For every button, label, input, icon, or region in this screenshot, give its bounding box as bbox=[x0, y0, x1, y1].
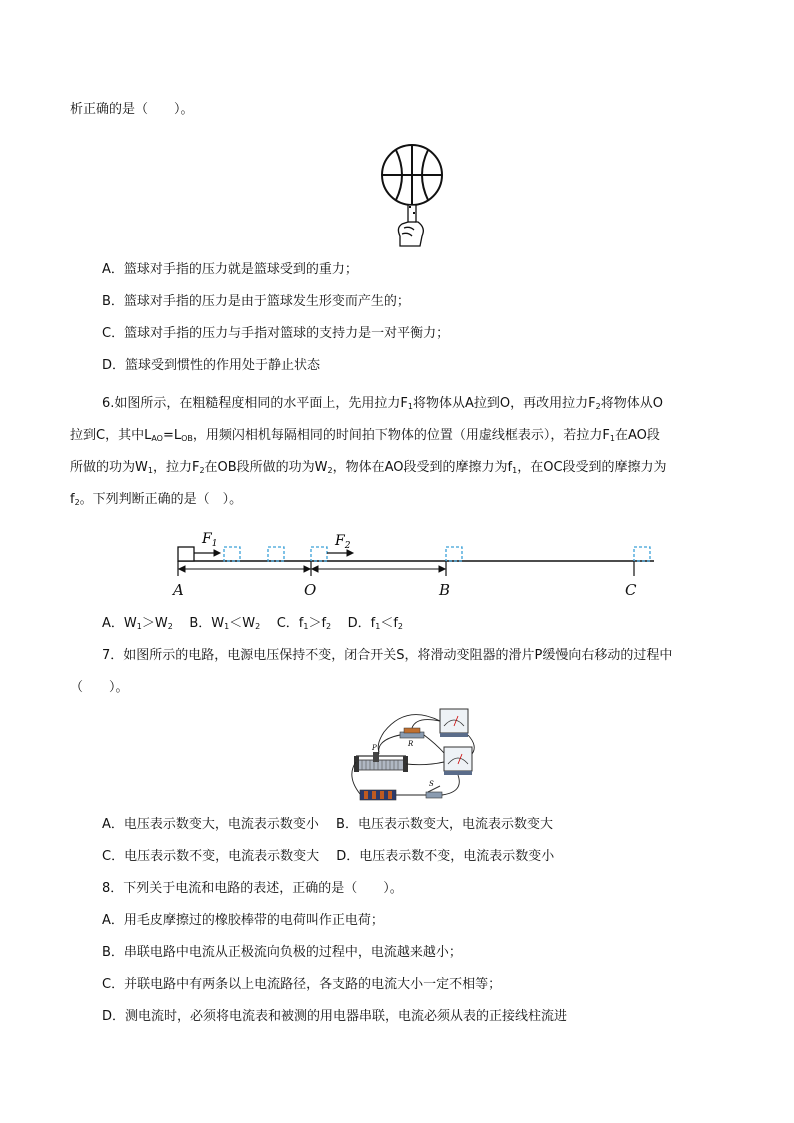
q6-motion-figure bbox=[170, 528, 660, 600]
ao-dimension-arrow bbox=[179, 566, 310, 572]
q7-circuit-figure bbox=[346, 706, 480, 806]
q5-option-d[interactable]: D．篮球受到惯性的作用处于静止状态 bbox=[102, 358, 321, 373]
f1-arrow-icon bbox=[194, 550, 220, 556]
q6-option-d[interactable]: D．$f_1<f_2$ bbox=[347, 616, 403, 631]
q8-stem: 8．下列关于电流和电路的表述，正确的是（ ）。 bbox=[102, 881, 403, 896]
resistor-label: R bbox=[408, 740, 414, 748]
q6-option-c[interactable]: C．$f_1>f_2$ bbox=[276, 616, 332, 631]
q6-option-b[interactable]: B．$W_1<W_2$ bbox=[189, 616, 261, 631]
finger-hand-icon bbox=[398, 205, 423, 246]
q5-stem-tail: 析正确的是（ ）。 bbox=[70, 102, 194, 117]
ob-dimension-arrow bbox=[312, 566, 445, 572]
resistor-icon bbox=[400, 728, 424, 738]
basketball-figure bbox=[378, 142, 448, 250]
switch-label: S bbox=[429, 780, 434, 788]
q6-stem-line3: 所做的功为$W_1$，拉力$F_2$在OB段所做的功为$W_2$，物体在AO段受到的摩擦力为$f_1$，在OC段受到的摩擦力为 bbox=[70, 460, 667, 475]
block-icon bbox=[178, 547, 194, 561]
q6-stem-line2: 拉到C，其中$L_{AO}=L_{OB}$，用频闪相机每隔相同的时间拍下物体的位置（用虚线框表示），若拉力$F_1$在AO段 bbox=[70, 428, 660, 443]
point-a-label: A bbox=[173, 581, 184, 599]
ammeter-icon bbox=[444, 747, 472, 775]
voltmeter-icon bbox=[440, 709, 468, 737]
q8-option-b[interactable]: B．串联电路中电流从正极流向负极的过程中，电流越来越小； bbox=[102, 945, 462, 960]
q7-stem-line1: 7．如图所示的电路，电源电压保持不变，闭合开关S，将滑动变阻器的滑片P缓慢向右移动的过程中 bbox=[102, 648, 673, 663]
q5-option-a[interactable]: A．篮球对手指的压力就是篮球受到的重力； bbox=[102, 262, 358, 277]
q5-option-c[interactable]: C．篮球对手指的压力与手指对篮球的支持力是一对平衡力； bbox=[102, 326, 450, 341]
q8-option-c[interactable]: C．并联电路中有两条以上电流路径，各支路的电流大小一定不相等； bbox=[102, 977, 502, 992]
f2-label: $F_2$ bbox=[335, 533, 351, 551]
q5-option-b[interactable]: B．篮球对手指的压力是由于篮球发生形变而产生的； bbox=[102, 294, 410, 309]
battery-icon bbox=[360, 790, 396, 800]
strobe-positions bbox=[224, 547, 650, 561]
q6-stem-line4: $f_2$。下列判断正确的是（ ）。 bbox=[70, 492, 243, 507]
q7-options-ab[interactable]: A．电压表示数变大，电流表示数变小 B．电压表示数变大，电流表示数变大 bbox=[102, 817, 553, 832]
q8-option-a[interactable]: A．用毛皮摩擦过的橡胶棒带的电荷叫作正电荷； bbox=[102, 913, 384, 928]
q8-option-d[interactable]: D．测电流时，必须将电流表和被测的用电器串联，电流必须从表的正接线柱流进 bbox=[102, 1009, 568, 1024]
point-b-label: B bbox=[439, 581, 451, 599]
q6-option-a[interactable]: A．$W_1>W_2$ bbox=[102, 616, 173, 631]
q7-options-cd[interactable]: C．电压表示数不变，电流表示数变大 D．电压表示数不变，电流表示数变小 bbox=[102, 849, 555, 864]
rheostat-icon bbox=[354, 752, 408, 772]
point-o-label: O bbox=[304, 581, 317, 599]
q7-stem-line2: （ ）。 bbox=[70, 680, 129, 695]
q6-options bbox=[102, 614, 403, 637]
f1-label: $F_1$ bbox=[202, 531, 218, 549]
q6-stem-line1: 6.如图所示，在粗糙程度相同的水平面上，先用拉力$F_1$将物体从A拉到O，再改用拉力$F_2$将物体从O bbox=[102, 396, 663, 411]
point-c-label: C bbox=[625, 581, 637, 599]
slider-p-label: P bbox=[372, 744, 377, 752]
